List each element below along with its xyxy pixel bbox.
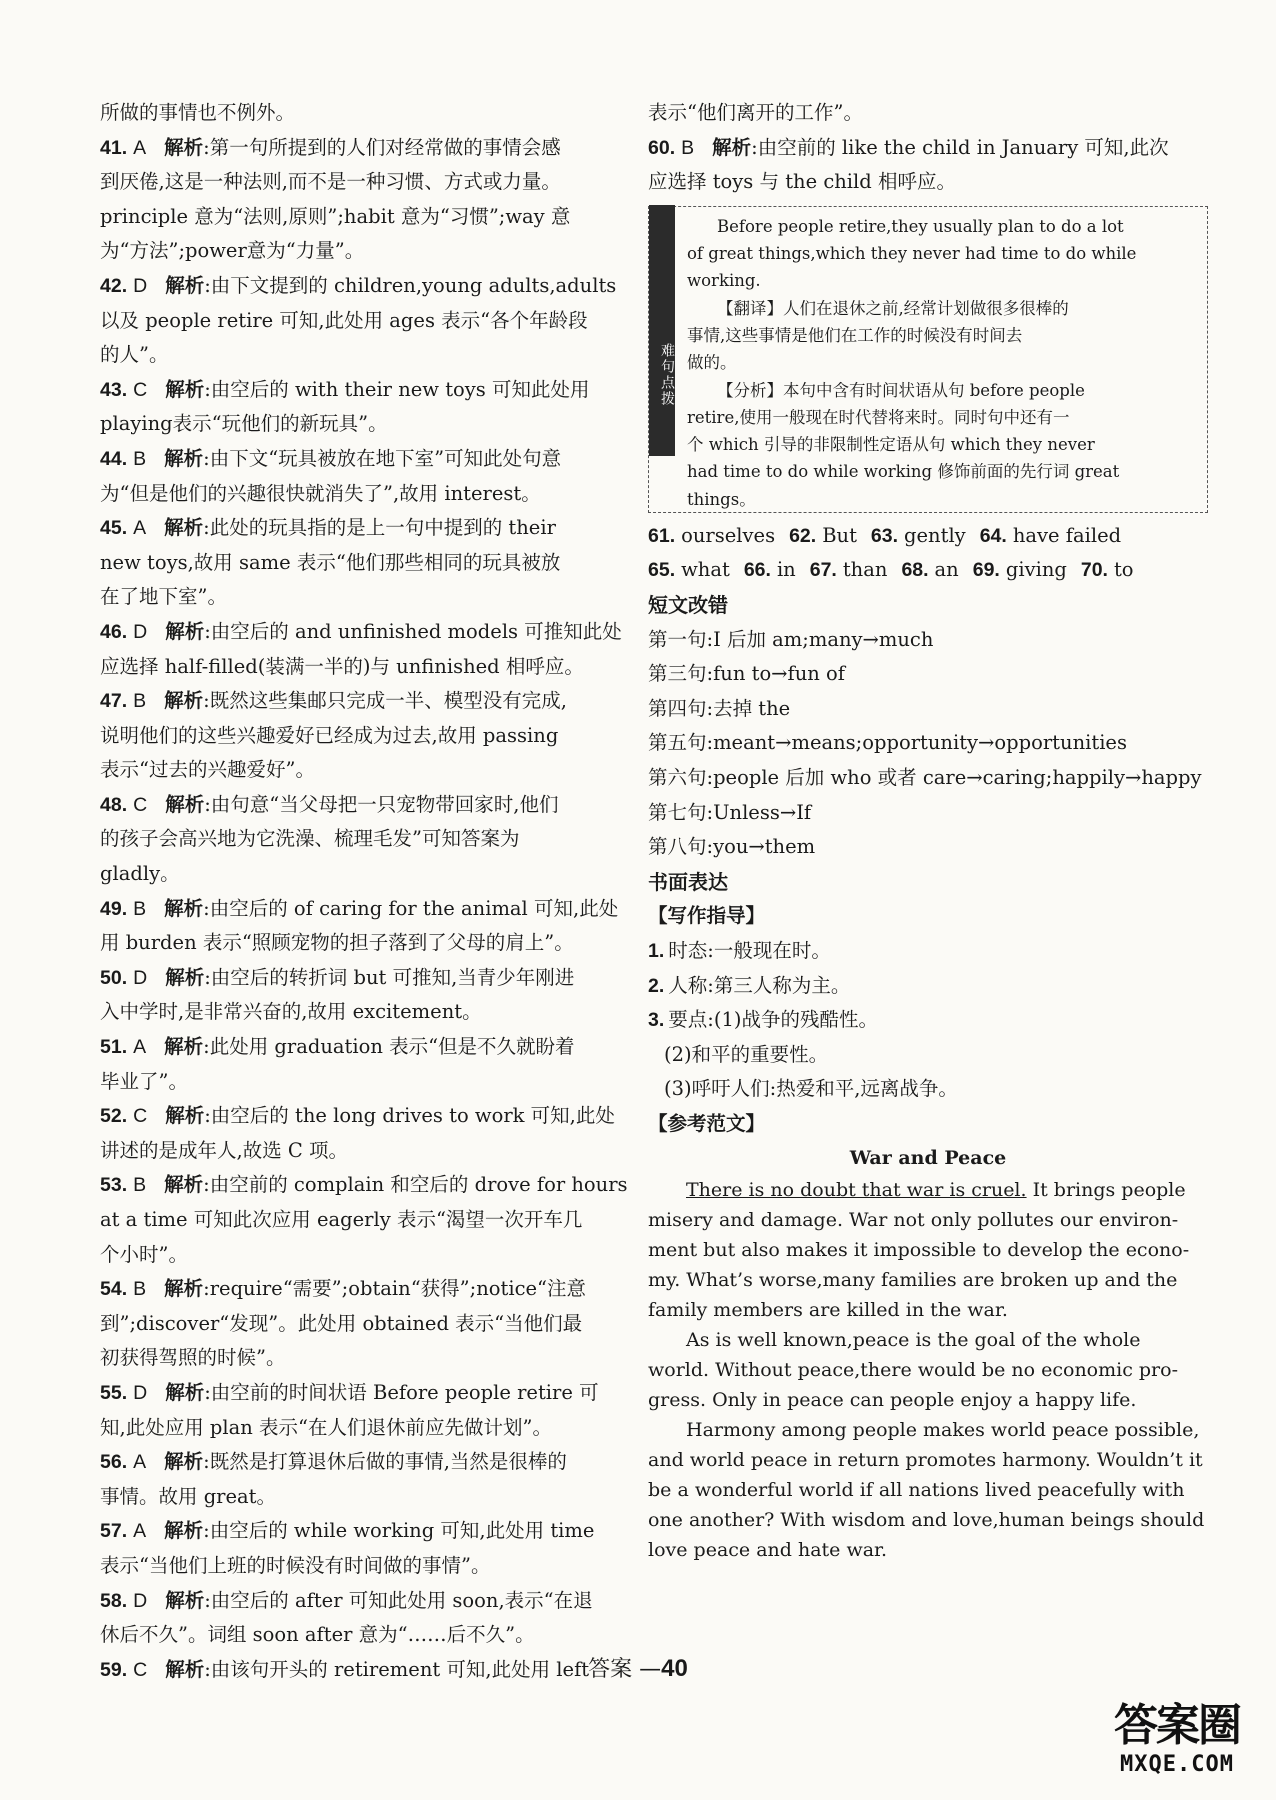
essay-line	[648, 1385, 1208, 1415]
box-line: things。	[687, 489, 756, 509]
short-answer-value: an	[934, 558, 959, 582]
essay-text: family members are killed in the war.	[648, 1299, 1008, 1322]
guide-line	[648, 934, 1208, 969]
text-line: gladly。	[100, 862, 180, 886]
item-answer: D	[133, 1589, 148, 1612]
short-answer	[789, 524, 857, 547]
text-line: 初获得驾照的时候”。	[100, 1346, 286, 1370]
essay-text: gress. Only in peace can people enjoy a happy life.	[648, 1389, 1137, 1412]
essay-line	[648, 1265, 1208, 1295]
text-line: 表示“他们离开的工作”。	[648, 101, 863, 124]
item-answer: B	[133, 690, 147, 713]
item-explanation: :由空后的 after 可知此处用 soon,表示“在退	[204, 1588, 593, 1612]
item-keyword: 解析	[164, 1173, 204, 1197]
essay-text: As is well known,peace is the goal of the whole	[686, 1329, 1141, 1352]
item-number: 53.	[100, 1174, 128, 1197]
item-answer: C	[133, 793, 148, 816]
difficult-sentence-tag: 难句点拨	[649, 205, 675, 456]
item-answer: A	[133, 1036, 147, 1059]
item-explanation: :由空后的 while working 可知,此处用 time	[203, 1519, 595, 1543]
item-explanation: :此处用 graduation 表示“但是不久就盼着	[203, 1035, 575, 1059]
essay-text: love peace and hate war.	[648, 1539, 888, 1562]
item-number: 46.	[100, 620, 128, 643]
essay-line	[648, 1535, 1208, 1565]
guide-title: 【写作指导】	[648, 904, 766, 928]
item-number: 58.	[100, 1589, 128, 1612]
text-line: 以及 people retire 可知,此处用 ages 表示“各个年龄段	[100, 308, 588, 332]
text-line: 休后不久”。词组 soon after 意为“……后不久”。	[100, 1623, 535, 1647]
answer-item	[100, 1168, 632, 1203]
page-footer	[0, 1652, 1276, 1683]
essay-underlined-text: There is no doubt that war is cruel.	[686, 1179, 1027, 1202]
text-line: 知,此处应用 plan 表示“在人们退休前应先做计划”。	[100, 1415, 552, 1439]
item-number: 42.	[100, 274, 128, 297]
guide-text: 人称:第三人称为主。	[668, 973, 851, 997]
item-keyword: 解析	[165, 273, 205, 297]
short-answer	[1081, 558, 1134, 581]
box-line: Before people retire,they usually plan to do a lot	[717, 216, 1124, 236]
item-explanation: :由空前的时间状语 Before people retire 可	[204, 1380, 599, 1404]
item-answer: C	[133, 1105, 148, 1128]
text-line: 为“但是他们的兴趣很快就消失了”,故用 interest。	[100, 481, 541, 505]
item-explanation: :require“需要”;obtain“获得”;notice“注意	[203, 1277, 587, 1301]
item-explanation: :由空后的 and unfinished models 可推知此处	[204, 619, 622, 643]
text-line: 应选择 half-filled(装满一半的)与 unfinished 相呼应。	[100, 654, 584, 678]
guide-text: (2)和平的重要性。	[664, 1042, 829, 1066]
text-line: principle 意为“法则,原则”;habit 意为“习惯”;way 意	[100, 204, 571, 228]
guide-line	[648, 1003, 1208, 1038]
item-number: 56.	[100, 1451, 128, 1474]
item-keyword: 解析	[164, 446, 204, 470]
item-answer: B	[133, 1278, 147, 1301]
item-explanation: :由空后的转折词 but 可推知,当青少年刚进	[204, 965, 575, 989]
text-line: new toys,故用 same 表示“他们那些相同的玩具被放	[100, 550, 561, 574]
item-number: 59.	[100, 1658, 128, 1681]
essay-line	[648, 1445, 1208, 1475]
answer-item	[100, 1099, 632, 1134]
essay-line	[648, 1205, 1208, 1235]
short-answer-number: 62.	[789, 524, 817, 547]
answer-item	[100, 1445, 632, 1480]
answer-item	[100, 961, 632, 996]
essay-line	[648, 1355, 1208, 1385]
short-answer	[980, 524, 1121, 547]
box-line: had time to do while working 修饰前面的先行词 great	[687, 462, 1120, 482]
item-explanation: :此处的玩具指的是上一句中提到的 their	[203, 516, 556, 540]
item-keyword: 解析	[164, 1519, 204, 1543]
box-line: 做的。	[687, 353, 737, 373]
short-answer-value: in	[776, 558, 796, 582]
answer-item	[100, 788, 632, 823]
essay-text: be a wonderful world if all nations lived peacefully with	[648, 1479, 1185, 1502]
watermark-url: MXQE.COM	[1120, 1752, 1234, 1777]
item-answer: B	[133, 447, 147, 470]
essay-text: ment but also makes it impossible to develop the econo-	[648, 1239, 1190, 1262]
correction-line: 第三句:fun to→fun of	[648, 662, 846, 686]
text-line: 事情。故用 great。	[100, 1484, 277, 1508]
short-answer-value: gently	[904, 523, 966, 547]
short-answer	[744, 558, 796, 581]
item-answer: A	[133, 1451, 147, 1474]
correction-line: 第五句:meant→means;opportunity→opportunities	[648, 731, 1127, 755]
box-line: 【分析】本句中含有时间状语从句 before people	[717, 380, 1085, 400]
guide-line	[648, 969, 1208, 1004]
short-answer-value: giving	[1005, 558, 1067, 582]
short-answer-number: 61.	[648, 524, 676, 547]
answer-item	[100, 442, 632, 477]
item-keyword: 解析	[164, 516, 204, 540]
short-answer-number: 68.	[901, 559, 929, 582]
item-keyword: 解析	[165, 1657, 205, 1681]
short-answer-number: 63.	[870, 524, 899, 547]
footer-dash: —	[639, 1657, 662, 1682]
item-number: 54.	[100, 1278, 128, 1301]
item-keyword: 解析	[164, 135, 204, 159]
short-answer	[648, 558, 730, 581]
item-keyword: 解析	[165, 1380, 205, 1404]
answer-item	[648, 131, 1208, 166]
item-explanation: :由下文“玩具被放在地下室”可知此处句意	[203, 446, 562, 470]
item-number: 49.	[100, 897, 128, 920]
correction-line: 第一句:I 后加 am;many→much	[648, 627, 934, 651]
box-line: retire,使用一般现在时代替将来时。同时句中还有一	[687, 407, 1070, 427]
essay-text: world. Without peace,there would be no economic pro-	[648, 1359, 1178, 1382]
difficult-sentence-box	[648, 206, 1208, 513]
item-number: 47.	[100, 690, 128, 713]
essay-text: one another? With wisdom and love,human beings should	[648, 1509, 1205, 1532]
corrections-list	[648, 623, 1208, 865]
item-number: 60.	[648, 136, 676, 159]
correction-line: 第八句:you→them	[648, 835, 816, 859]
item-number: 55.	[100, 1381, 128, 1404]
answer-item	[100, 511, 632, 546]
item-keyword: 解析	[165, 619, 205, 643]
short-answer-value: ourselves	[681, 523, 776, 547]
text-line: at a time 可知此次应用 eagerly 表示“渴望一次开车几	[100, 1208, 583, 1231]
item-answer: C	[133, 378, 148, 401]
item-keyword: 解析	[164, 1035, 204, 1059]
item-keyword: 解析	[165, 965, 205, 989]
item-answer: A	[133, 1520, 147, 1543]
essay-line	[648, 1505, 1208, 1535]
page-number: 40	[661, 1655, 688, 1682]
short-answer-row	[648, 553, 1208, 588]
essay-line	[648, 1235, 1208, 1265]
text-line: 所做的事情也不例外。	[100, 101, 296, 124]
item-answer: B	[681, 136, 695, 159]
guide-text: 要点:(1)战争的残酷性。	[668, 1008, 878, 1032]
guide-list	[648, 934, 1208, 1107]
essay-text: my. What’s worse,many families are broken up and the	[648, 1269, 1178, 1292]
watermark-main: 答案圈	[1114, 1700, 1240, 1751]
correction-line: 第七句:Unless→If	[648, 800, 812, 824]
item-answer: A	[133, 136, 147, 159]
watermark-logo	[1092, 1700, 1262, 1792]
left-column	[100, 96, 632, 1687]
text-line: 表示“当他们上班的时候没有时间做的事情”。	[100, 1553, 491, 1577]
answer-item	[100, 1272, 632, 1307]
item-explanation: :由下文提到的 children,young adults,adults	[204, 273, 617, 297]
short-answer-number: 70.	[1080, 559, 1108, 582]
short-answer-value: But	[822, 523, 857, 547]
item-number: 43.	[100, 378, 128, 401]
writing-title: 书面表达	[648, 869, 728, 894]
text-line: 的人”。	[100, 343, 169, 367]
answer-item	[100, 269, 632, 304]
short-answer-value: have failed	[1012, 523, 1122, 547]
text-line: 到厌倦,这是一种法则,而不是一种习惯、方式或力量。	[100, 170, 561, 194]
item-answer: D	[133, 966, 148, 989]
essay-text: It brings people	[1026, 1179, 1186, 1202]
item-keyword: 解析	[165, 377, 205, 401]
short-answer-number: 65.	[648, 559, 676, 582]
short-answer-value: what	[681, 558, 730, 582]
short-answer-number: 67.	[809, 559, 837, 582]
item-number: 41.	[100, 136, 128, 159]
short-answer	[810, 558, 888, 581]
text-line: 毕业了”。	[100, 1069, 188, 1093]
essay-line	[648, 1175, 1208, 1205]
item-keyword: 解析	[165, 792, 205, 816]
item-keyword: 解析	[164, 689, 204, 713]
text-line: 说明他们的这些兴趣爱好已经成为过去,故用 passing	[100, 723, 559, 747]
item-keyword: 解析	[165, 1588, 205, 1612]
essay-line	[648, 1325, 1208, 1355]
guide-line	[648, 1038, 1208, 1073]
essay-line	[648, 1295, 1208, 1325]
answer-item	[100, 892, 632, 927]
answer-item	[100, 1514, 632, 1549]
essay-line	[648, 1415, 1208, 1445]
answer-item	[100, 1584, 632, 1619]
item-answer: A	[133, 517, 147, 540]
item-explanation: :由空后的 with their new toys 可知此处用	[204, 377, 590, 401]
item-explanation: :第一句所提到的人们对经常做的事情会感	[203, 135, 561, 159]
answer-item	[100, 1030, 632, 1065]
item-number: 50.	[100, 966, 128, 989]
box-line: 【翻译】人们在退休之前,经常计划做很多很棒的	[717, 298, 1069, 318]
sample-essay	[648, 1141, 1208, 1565]
sample-title: 【参考范文】	[648, 1111, 766, 1135]
box-line: 个 which 引导的非限制性定语从句 which they never	[687, 435, 1095, 455]
answer-item	[100, 1376, 632, 1411]
item-keyword: 解析	[164, 1450, 204, 1474]
guide-text: (3)呼吁人们:热爱和平,远离战争。	[664, 1077, 958, 1101]
box-line: 事情,这些事情是他们在工作的时候没有时间去	[687, 325, 1023, 345]
short-answer-value: than	[842, 558, 888, 582]
essay-text: and world peace in return promotes harmony. Wouldn’t it	[648, 1449, 1203, 1472]
essay-text: Harmony among people makes world peace possible,	[686, 1419, 1200, 1442]
correction-line: 第四句:去掉 the	[648, 696, 791, 720]
item-explanation: :由空前的 complain 和空后的 drove for hours	[203, 1173, 628, 1197]
item-explanation: :既然这些集邮只完成一半、模型没有完成,	[203, 689, 567, 713]
correction-title: 短文改错	[648, 592, 728, 617]
item-explanation: :由空后的 the long drives to work 可知,此处	[204, 1104, 615, 1128]
item-answer: C	[133, 1658, 148, 1681]
item-answer: D	[133, 274, 148, 297]
text-line: 讲述的是成年人,故选 C 项。	[100, 1138, 349, 1162]
short-answer-number: 66.	[743, 559, 771, 582]
item-number: 44.	[100, 447, 128, 470]
item-explanation: :既然是打算退休后做的事情,当然是很棒的	[203, 1450, 567, 1474]
item-answer: B	[133, 1174, 147, 1197]
item-answer: D	[133, 1381, 148, 1404]
answer-item	[100, 131, 632, 166]
box-line: working.	[687, 271, 761, 291]
short-answer	[973, 558, 1067, 581]
short-answer-number: 64.	[979, 524, 1007, 547]
item-number: 45.	[100, 517, 128, 540]
essay-line	[648, 1475, 1208, 1505]
essay-title: War and Peace	[849, 1147, 1007, 1170]
item-number: 51.	[100, 1036, 128, 1059]
short-answer-value: to	[1113, 558, 1134, 582]
box-line: of great things,which they never had time to do while	[687, 244, 1137, 264]
text-line: playing表示“玩他们的新玩具”。	[100, 412, 388, 436]
guide-line	[648, 1072, 1208, 1107]
answer-item	[100, 684, 632, 719]
guide-number: 2.	[648, 974, 665, 997]
short-answer	[648, 524, 775, 547]
right-column	[648, 96, 1208, 1565]
text-line: 为“方法”;power意为“力量”。	[100, 239, 365, 263]
text-line: 应选择 toys 与 the child 相呼应。	[648, 170, 956, 194]
short-answers	[648, 519, 1208, 588]
item-keyword: 解析	[164, 896, 204, 920]
correction-line: 第六句:people 后加 who 或者 care→caring;happily→happy	[648, 765, 1202, 789]
guide-number: 3.	[648, 1009, 665, 1032]
text-line: 表示“过去的兴趣爱好”。	[100, 758, 315, 782]
text-line: 在了地下室”。	[100, 585, 227, 609]
text-line: 用 burden 表示“照顾宠物的担子落到了父母的肩上”。	[100, 931, 574, 955]
item-explanation: :由该句开头的 retirement 可知,此处用 left	[204, 1657, 590, 1681]
guide-text: 时态:一般现在时。	[668, 938, 831, 962]
item-keyword: 解析	[165, 1104, 205, 1128]
text-line: 入中学时,是非常兴奋的,故用 excitement。	[100, 1000, 482, 1024]
item-answer: B	[133, 897, 147, 920]
item-explanation: :由句意“当父母把一只宠物带回家时,他们	[204, 792, 559, 816]
text-line: 到”;discover“发现”。此处用 obtained 表示“当他们最	[100, 1311, 583, 1335]
item-number: 52.	[100, 1105, 128, 1128]
text-line: 个小时”。	[100, 1242, 188, 1266]
item-number: 48.	[100, 793, 128, 816]
item-number: 57.	[100, 1520, 128, 1543]
short-answer-number: 69.	[972, 559, 1000, 582]
item-explanation: :由空前的 like the child in January 可知,此次	[751, 135, 1169, 159]
answer-item	[100, 373, 632, 408]
short-answer	[871, 524, 966, 547]
item-keyword: 解析	[712, 135, 752, 159]
text-line: 的孩子会高兴地为它洗澡、梳理毛发”可知答案为	[100, 827, 520, 851]
footer-label: 答案	[588, 1657, 633, 1682]
item-answer: D	[133, 620, 148, 643]
essay-text: misery and damage. War not only pollutes our environ-	[648, 1209, 1179, 1232]
item-explanation: :由空后的 of caring for the animal 可知,此处	[203, 896, 619, 920]
item-keyword: 解析	[164, 1277, 204, 1301]
short-answer	[901, 558, 958, 581]
guide-number: 1.	[648, 939, 665, 962]
short-answer-row	[648, 519, 1208, 554]
answer-item	[100, 615, 632, 650]
